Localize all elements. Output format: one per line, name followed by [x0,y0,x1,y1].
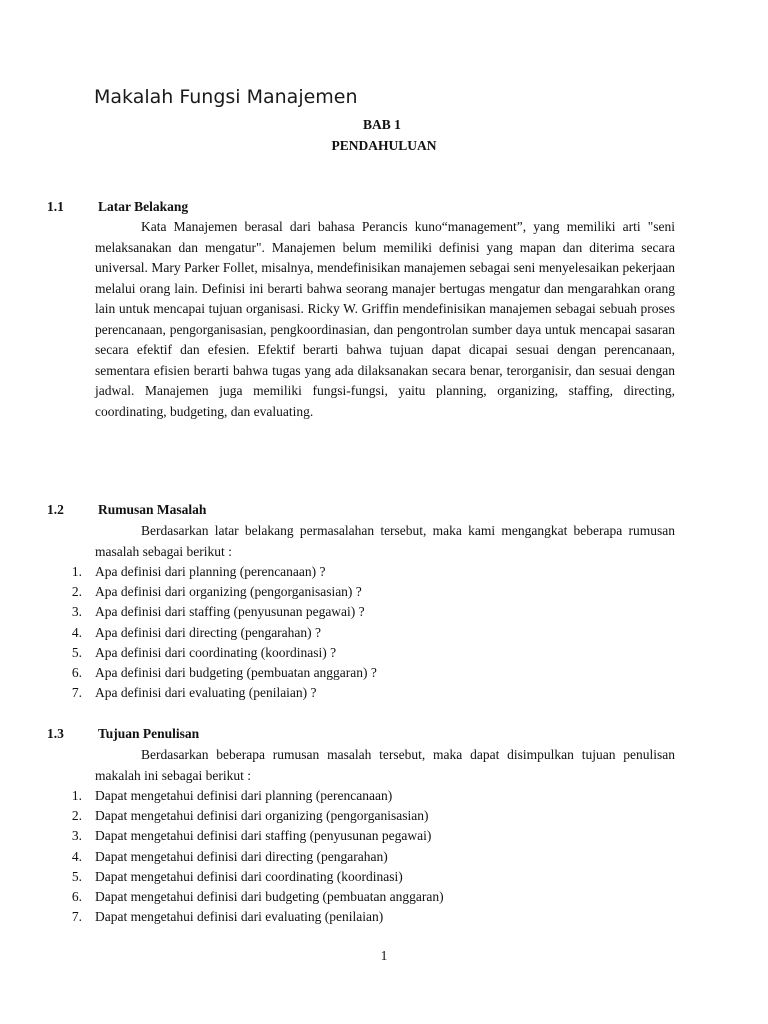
list-item [0,826,768,846]
list-item-number: 5. [71,868,82,884]
list-item-text: Dapat mengetahui definisi dari coordinating (koordinasi) [95,868,403,884]
list-item-number: 4. [71,624,82,640]
list-item-number: 7. [71,909,82,925]
list-item-number: 1. [71,788,82,803]
list-item [0,907,768,927]
section-number: 1.3 [47,726,64,741]
paragraph-rumusan-masalah: Berdasarkan latar belakang permasalahan tersebut, maka kami mengangkat beberapa rumusan masalah sebagai berikut : [95,523,675,559]
list-item-text: Dapat mengetahui definisi dari evaluating (penilaian) [95,909,384,925]
list-item-text: Apa definisi dari planning (perencanaan) ? [95,564,326,579]
list-item-text: Dapat mengetahui definisi dari staffing (penyusunan pegawai) [95,828,432,844]
chapter-label-text: BAB 1 [363,117,401,132]
list-item [0,847,768,867]
list-item [0,623,768,643]
list-item-number: 7. [71,685,82,701]
list-item-number: 2. [71,808,82,824]
list-item [0,562,768,582]
list-item-number: 3. [71,828,82,844]
list-item-text: Apa definisi dari coordinating (koordinasi) ? [95,644,337,660]
list-item-number: 3. [71,604,82,620]
list-item [0,602,768,622]
section-title: Rumusan Masalah [98,502,207,517]
list-item [0,806,768,826]
document-title: Makalah Fungsi Manajemen [94,86,358,108]
section-title: Tujuan Penulisan [98,726,200,741]
list-item-text: Apa definisi dari organizing (pengorganisasian) ? [95,584,362,600]
list-tujuan-penulisan [0,786,768,927]
list-item-text: Apa definisi dari staffing (penyusunan pegawai) ? [95,604,365,620]
list-item-text: Apa definisi dari evaluating (penilaian) ? [95,685,317,701]
list-item-text: Dapat mengetahui definisi dari directing (pengarahan) [95,848,388,864]
list-item-number: 6. [71,664,82,680]
list-item-text: Dapat mengetahui definisi dari organizing (pengorganisasian) [95,808,429,824]
list-item-text: Apa definisi dari directing (pengarahan) ? [95,624,322,640]
list-item-text: Apa definisi dari budgeting (pembuatan anggaran) ? [95,664,377,680]
list-item-number: 5. [71,644,82,660]
list-item [0,663,768,683]
list-item [0,643,768,663]
list-item [0,786,768,806]
list-item [0,867,768,887]
list-item-number: 4. [71,848,82,864]
list-rumusan-masalah [0,562,768,703]
list-item [0,887,768,907]
list-item-number: 1. [71,564,82,579]
list-item-text: Dapat mengetahui definisi dari planning (perencanaan) [95,788,393,803]
list-item-text: Dapat mengetahui definisi dari budgeting (pembuatan anggaran) [95,888,444,904]
paragraph-latar-belakang: Kata Manajemen berasal dari bahasa Perancis kuno“management”, yang memiliki arti "seni melaksanakan dan mengatur". Manajemen belum memiliki definisi yang mapan dan diterima secara universal. Mary Parker Follet, misalnya, mendefinisikan manajemen sebagai seni menyelesaikan pekerjaan melalui orang lain. Definisi ini berarti bahwa seorang manajer bertugas mengatur dan mengarahkan orang lain untuk mencapai tujuan organisasi. Ricky W. Griffin mendefinisikan manajemen sebagai sebuah proses perencanaan, pengorganisasian, pengkoordinasian, dan pengontrolan sumber daya untuk mencapai sasaran secara efektif dan efesien. Efektif berarti bahwa tujuan dapat dicapai sesuai dengan perencanaan, sementara efisien berarti bahwa tugas yang ada dilaksanakan secara benar, terorganisir, dan sesuai dengan jadwal. Manajemen juga memiliki fungsi-fungsi, yaitu planning, organizing, staffing, directing, coordinating, budgeting, dan evaluating. [95,219,675,419]
list-item-number: 2. [71,584,82,600]
page-number: 1 [380,948,388,963]
chapter-title: PENDAHULUAN [331,138,437,153]
chapter-label [0,117,768,133]
list-item [0,683,768,703]
list-item-number: 6. [71,888,82,904]
section-number: 1.1 [47,199,64,214]
section-number: 1.2 [47,502,64,517]
section-title: Latar Belakang [98,199,189,214]
list-item [0,582,768,602]
paragraph-tujuan-penulisan: Berdasarkan beberapa rumusan masalah tersebut, maka dapat disimpulkan tujuan penulisan makalah ini sebagai berikut : [95,747,675,783]
